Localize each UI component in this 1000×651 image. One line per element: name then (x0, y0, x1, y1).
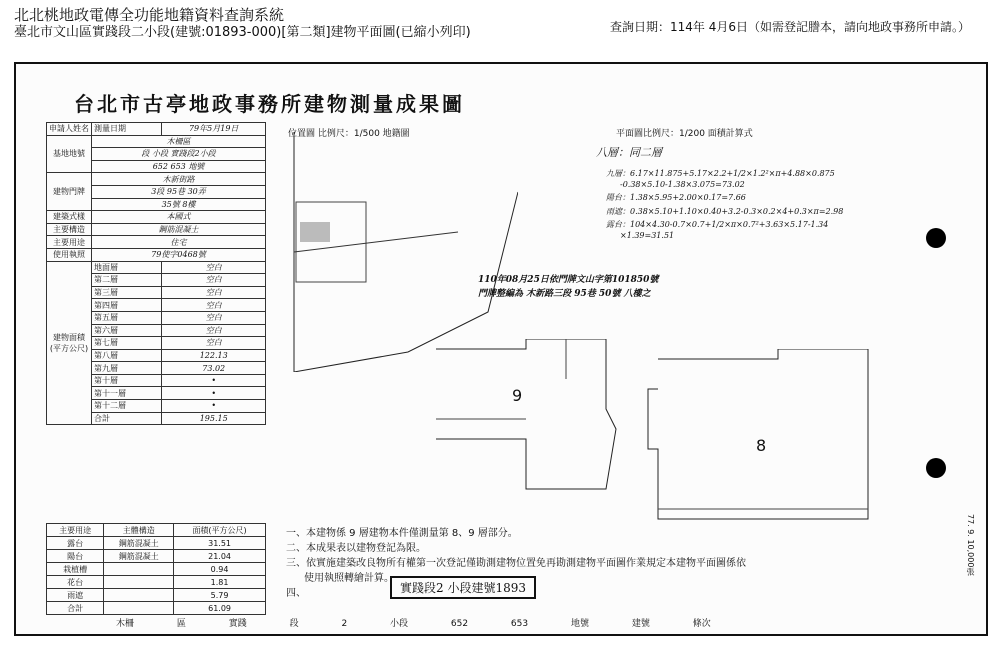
note-line: 使用執照轉繪計算。 (304, 573, 394, 584)
style: 本國式 (92, 211, 266, 224)
building-info-table (46, 122, 266, 425)
door-label: 建物門牌 (47, 173, 92, 211)
floor9-plan-drawing (426, 339, 646, 514)
site-map-label: 位置圖 比例尺：1/500 地籍圖 (288, 129, 410, 139)
floor-name: 第三層 (92, 286, 162, 299)
document-title: 台北市古亭地政事務所建物測量成果圖 (74, 92, 465, 116)
calc-line: 露台：104×4.30-0.7×0.7+1/2×π×0.7²+3.63×5.17-1.34 (606, 220, 829, 229)
system-title: 北北桃地政電傳全功能地籍資料查詢系統 (14, 6, 285, 24)
attach-use: 雨遮 (47, 589, 104, 602)
attach-area: 1.81 (174, 576, 266, 589)
area-label: 建物面積(平方公尺) (47, 261, 92, 425)
survey-sheet (14, 62, 988, 636)
attach-area: 21.04 (174, 550, 266, 563)
attach-struct (104, 563, 174, 576)
floor-name: 第八層 (92, 349, 162, 362)
permit-label: 使用執照 (47, 248, 92, 261)
floor-name: 第四層 (92, 299, 162, 312)
applicant-label: 申請人姓名 (47, 123, 92, 136)
door-number: 35號 8樓 (92, 198, 266, 211)
attach-area: 31.51 (174, 537, 266, 550)
floor-area: • (162, 374, 266, 387)
attach-header: 主要用途 (47, 524, 104, 537)
survey-date: 79年5月19日 (162, 123, 266, 136)
attach-use: 陽台 (47, 550, 104, 563)
unit-9-number: 9 (512, 386, 523, 405)
change-stamp: 110年08月25日依門牌文山字第101850號 (478, 275, 659, 285)
change-stamp-2: 門牌整編為 木新路三段 95巷 50號 八樓之 (478, 289, 651, 299)
note-line: 一、本建物係 9 層建物本件僅測量第 8、9 層部分。 (286, 528, 518, 539)
footer-row: 木柵 區 實踐 段 2 小段 652 653 地號 建號 條次 (116, 619, 711, 629)
land-no: 652 653 地號 (92, 160, 266, 173)
floor-name: 第十二層 (92, 400, 162, 413)
calc-line: -0.38×5.10-1.38×3.075=73.02 (620, 180, 745, 189)
attach-total-label: 合計 (47, 602, 104, 615)
floor-area: • (162, 387, 266, 400)
structure: 鋼筋混凝土 (92, 223, 266, 236)
attach-header: 面積(平方公尺) (174, 524, 266, 537)
attach-area: 5.79 (174, 589, 266, 602)
note-line: 四、 (286, 588, 306, 599)
floor-name: 第七層 (92, 337, 162, 350)
base-label: 基地地號 (47, 135, 92, 173)
attach-header: 主體構造 (104, 524, 174, 537)
site-map-drawing (288, 132, 518, 372)
lane: 3段 95巷 30弄 (92, 185, 266, 198)
building-number-stamp: 實踐段2 小段建號1893 (390, 576, 536, 599)
floor-name: 第二層 (92, 274, 162, 287)
floor-area: 空白 (162, 311, 266, 324)
total-label: 合計 (92, 412, 162, 425)
street: 木新街路 (92, 173, 266, 186)
use: 住宅 (92, 236, 266, 249)
punch-hole-icon (926, 458, 946, 478)
floor-area: 空白 (162, 337, 266, 350)
floor-area: 空白 (162, 286, 266, 299)
floor-name: 第十一層 (92, 387, 162, 400)
calc-line: 雨遮：0.38×5.10+1.10×0.40+3.2-0.3×0.2×4+0.3×π=2.98 (606, 207, 844, 216)
side-print: 77. 9. 10,000張 (966, 514, 975, 576)
floor-area: 空白 (162, 274, 266, 287)
attach-total: 61.09 (174, 602, 266, 615)
district: 木柵區 (92, 135, 266, 148)
calc-line: ×1.39=31.51 (620, 231, 675, 240)
floor-name: 地面層 (92, 261, 162, 274)
structure-label: 主要構造 (47, 223, 92, 236)
attach-area: 0.94 (174, 563, 266, 576)
floor-area: 空白 (162, 324, 266, 337)
header (14, 6, 471, 42)
attach-struct (104, 589, 174, 602)
unit-8-number: 8 (756, 436, 767, 455)
floor-area: 空白 (162, 261, 266, 274)
note-line: 二、本成果表以建物登記為限。 (286, 543, 426, 554)
plan-label: 平面圖比例尺：1/200 面積計算式 (616, 129, 753, 139)
floor-name: 第九層 (92, 362, 162, 375)
calc-line: 九層：6.17×11.875+5.17×2.2+1/2×1.2²×π+4.88×0.875 (606, 169, 835, 178)
attach-use: 栽植槽 (47, 563, 104, 576)
floor-area: 空白 (162, 299, 266, 312)
attach-struct: 鋼筋混凝土 (104, 537, 174, 550)
attachment-table (46, 523, 266, 615)
total-area: 195.15 (162, 412, 266, 425)
attach-struct: 鋼筋混凝土 (104, 550, 174, 563)
style-label: 建築式樣 (47, 211, 92, 224)
subtitle: 臺北市文山區實踐段二小段(建號:01893-000)[第二類]建物平面圖(已縮小列印) (14, 25, 471, 40)
floor-name: 第六層 (92, 324, 162, 337)
punch-hole-icon (926, 228, 946, 248)
use-label: 主要用途 (47, 236, 92, 249)
attach-use: 露台 (47, 537, 104, 550)
section: 段 小段 實踐段2小段 (92, 148, 266, 161)
calc-line: 陽台：1.38×5.95+2.00×0.17=7.66 (606, 193, 746, 202)
floor-area: 73.02 (162, 362, 266, 375)
floor-name: 第五層 (92, 311, 162, 324)
floor-area: • (162, 400, 266, 413)
permit: 79使字0468號 (92, 248, 266, 261)
survey-date-label: 測量日期 (92, 123, 162, 136)
calc-heading: 八層：同二層 (596, 146, 662, 159)
query-date: 查詢日期：114年 4月6日（如需登記謄本，請向地政事務所申請。） (610, 20, 970, 34)
floor-area: 122.13 (162, 349, 266, 362)
note-line: 三、依實施建築改良物所有權第一次登記僅勘測建物位置免再勘測建物平面圖作業規定本建物平面圖係依 (286, 558, 746, 569)
attach-use: 花台 (47, 576, 104, 589)
attach-struct (104, 576, 174, 589)
floor-name: 第十層 (92, 374, 162, 387)
